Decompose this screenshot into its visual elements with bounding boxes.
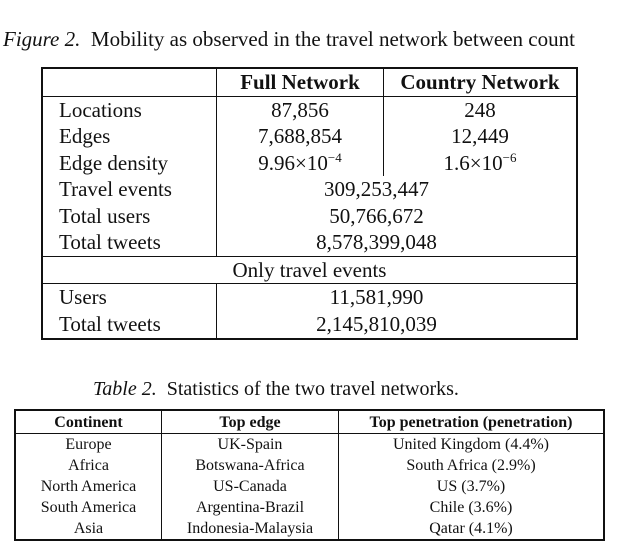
figure-caption <box>3 27 575 51</box>
table-row <box>15 518 604 540</box>
section-label: Only travel events <box>42 256 577 284</box>
table-header-row <box>15 410 604 434</box>
top-penetration-cell: Chile (3.6%) <box>429 499 513 516</box>
table-row <box>15 476 604 497</box>
header-continent: Continent <box>15 410 162 434</box>
continent-cell: Europe <box>15 434 162 456</box>
country-value: 248 <box>464 97 496 122</box>
header-top-edge: Top edge <box>162 410 339 434</box>
table-row <box>42 229 577 256</box>
continent-cell: North America <box>15 476 162 497</box>
country-base: 1.6×10 <box>443 150 503 175</box>
country-exponent: −6 <box>502 149 517 165</box>
header-country-network: Country Network <box>384 68 578 96</box>
table-caption-label: Table 2. <box>93 378 157 400</box>
continent-cell: South America <box>15 497 162 518</box>
top-penetration-cell: Qatar (4.1%) <box>429 520 513 537</box>
table-row <box>15 455 604 476</box>
table-row <box>42 150 577 177</box>
merged-value: 309,253,447 <box>324 177 429 201</box>
network-statistics-table <box>41 67 578 340</box>
table-header-row <box>42 68 577 96</box>
top-edge-cell: US-Canada <box>162 476 339 497</box>
merged-value: 2,145,810,039 <box>316 311 437 336</box>
continent-cell: Asia <box>15 518 162 540</box>
row-label: Total users <box>42 203 217 230</box>
top-edge-cell: Indonesia-Malaysia <box>162 518 339 540</box>
table-row <box>42 284 577 311</box>
continent-cell: Africa <box>15 455 162 476</box>
header-full-network: Full Network <box>217 68 384 96</box>
top-edge-cell: UK-Spain <box>162 434 339 456</box>
top-edge-cell: Botswana-Africa <box>162 455 339 476</box>
table-caption-text: Statistics of the two travel networks. <box>166 378 459 400</box>
figure-caption-text: Mobility as observed in the travel network between count <box>90 27 575 51</box>
top-penetration-cell: United Kingdom (4.4%) <box>393 436 549 453</box>
country-value <box>384 150 578 177</box>
table-row <box>15 497 604 518</box>
row-label: Users <box>42 284 217 311</box>
row-label: Total tweets <box>42 311 217 340</box>
table-caption <box>93 377 459 401</box>
section-header-row <box>42 256 577 284</box>
full-exponent: −4 <box>327 149 342 165</box>
header-empty <box>42 68 217 96</box>
full-value: 7,688,854 <box>217 123 384 150</box>
full-base: 9.96×10 <box>258 150 328 175</box>
row-label: Total tweets <box>42 229 217 256</box>
merged-value: 11,581,990 <box>329 285 424 309</box>
table-row <box>15 434 604 456</box>
top-penetration-cell: US (3.7%) <box>436 478 506 495</box>
table-row <box>42 176 577 203</box>
table-row <box>42 123 577 150</box>
row-label: Travel events <box>42 176 217 203</box>
merged-value: 8,578,399,048 <box>316 230 437 254</box>
continent-table <box>14 409 605 541</box>
table-row <box>42 311 577 340</box>
row-label: Edges <box>42 123 217 150</box>
full-value <box>217 150 384 177</box>
header-top-penetration: Top penetration (penetration) <box>339 410 605 434</box>
country-value: 12,449 <box>451 124 509 148</box>
merged-value: 50,766,672 <box>329 203 424 228</box>
row-label: Edge density <box>42 150 217 177</box>
full-value: 87,856 <box>217 96 384 123</box>
figure-caption-label: Figure 2. <box>3 27 81 51</box>
row-label: Locations <box>42 96 217 123</box>
table-row <box>42 203 577 230</box>
top-penetration-cell: South Africa (2.9%) <box>406 457 536 474</box>
top-edge-cell: Argentina-Brazil <box>162 497 339 518</box>
table-row <box>42 96 577 123</box>
